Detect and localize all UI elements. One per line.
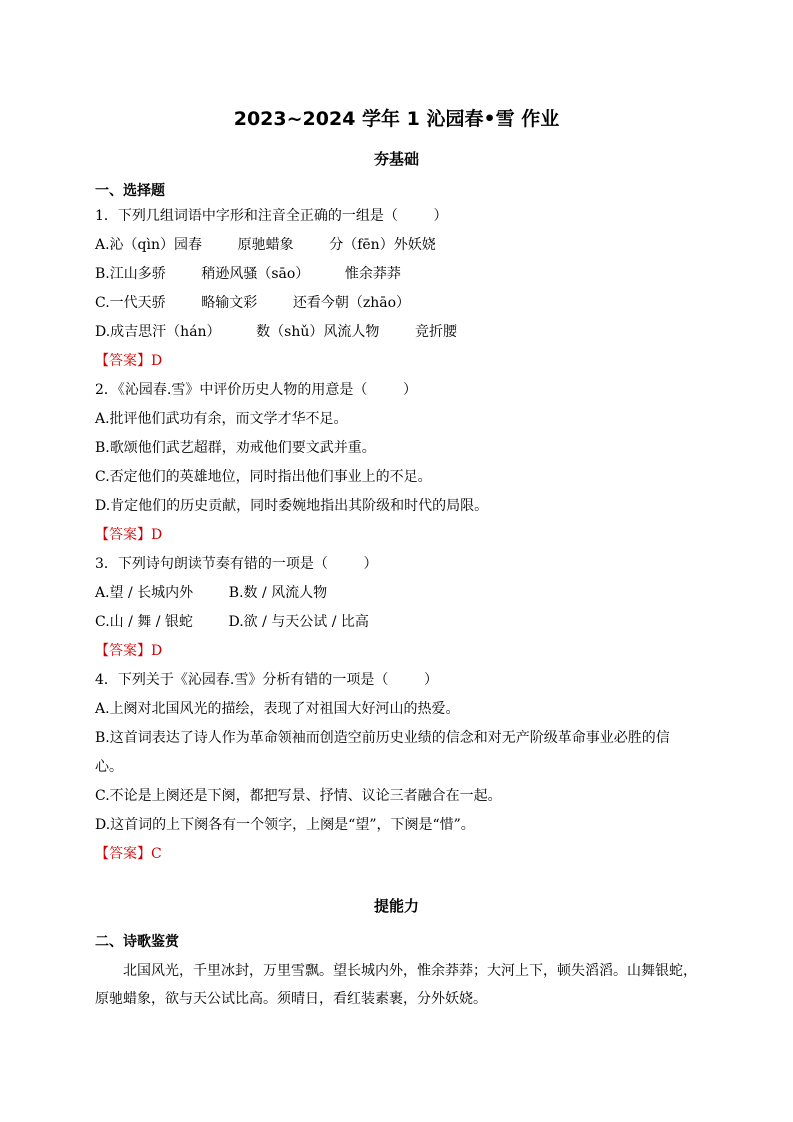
question-option: D.肯定他们的历史贡献，同时委婉地指出其阶级和时代的局限。 <box>95 498 489 514</box>
question-option: A.上阕对北国风光的描绘，表现了对祖国大好河山的热爱。 <box>95 701 460 717</box>
document-title: 2023~2024 学年 1 沁园春•雪 作业 <box>233 108 560 130</box>
question-option: C.一代天骄 略输文彩 还看今朝（zhāo） <box>95 295 411 311</box>
question-option: C.不论是上阕还是下阕，都把写景、抒情、议论三者融合在一起。 <box>95 788 502 804</box>
answer-label: 【答案】D <box>95 353 163 369</box>
question-stem: 3．下列诗句朗读节奏有错的一项是（ ） <box>95 556 378 572</box>
question-stem: 4．下列关于《沁园春.雪》分析有错的一项是（ ） <box>95 672 438 688</box>
question-option: A.沁（qìn）园春 原驰蜡象 分（fēn）外妖娆 <box>95 237 436 253</box>
question-option: D.成吉思汗（hán） 数（shǔ）风流人物 竞折腰 <box>95 324 457 340</box>
answer-label: 【答案】D <box>95 643 163 659</box>
question-stem: 2．《沁园春.雪》中评价历史人物的用意是（ ） <box>95 382 417 398</box>
question-option: 心。 <box>95 759 123 775</box>
question-option: D.这首词的上下阕各有一个领字，上阕是“望”，下阕是“惜”。 <box>95 817 475 833</box>
part-heading-poetry: 二、诗歌鉴赏 <box>95 934 179 950</box>
section-title-ability: 提能力 <box>373 897 419 915</box>
question-option: B.歌颂他们武艺超群，劝戒他们要文武并重。 <box>95 440 376 456</box>
question-option: A.批评他们武功有余，而文学才华不足。 <box>95 411 348 427</box>
question-option: C.否定他们的英雄地位，同时指出他们事业上的不足。 <box>95 469 432 485</box>
part-heading-choice: 一、选择题 <box>95 183 165 199</box>
question-stem: 1．下列几组词语中字形和注音全正确的一组是（ ） <box>95 208 448 224</box>
section-title-basics: 夯基础 <box>373 150 419 168</box>
question-option: B.这首词表达了诗人作为革命领袖而创造空前历史业绩的信念和对无产阶级革命事业必胜的信 <box>95 730 670 746</box>
answer-label: 【答案】C <box>95 846 162 862</box>
question-option: C.山 / 舞 / 银蛇 D.欲 / 与天公试 / 比高 <box>95 614 369 630</box>
answer-label: 【答案】D <box>95 527 163 543</box>
question-option: B.江山多骄 稍逊风骚（sāo） 惟余莽莽 <box>95 266 401 282</box>
question-option: A.望 / 长城内外 B.数 / 风流人物 <box>95 585 328 601</box>
poem-text: 北国风光，千里冰封，万里雪飘。望长城内外，惟余莽莽；大河上下，顿失滔滔。山舞银蛇，原驰蜡象，欲与天公试比高。须晴日，看红装素裹，分外妖娆。 <box>95 963 697 1007</box>
